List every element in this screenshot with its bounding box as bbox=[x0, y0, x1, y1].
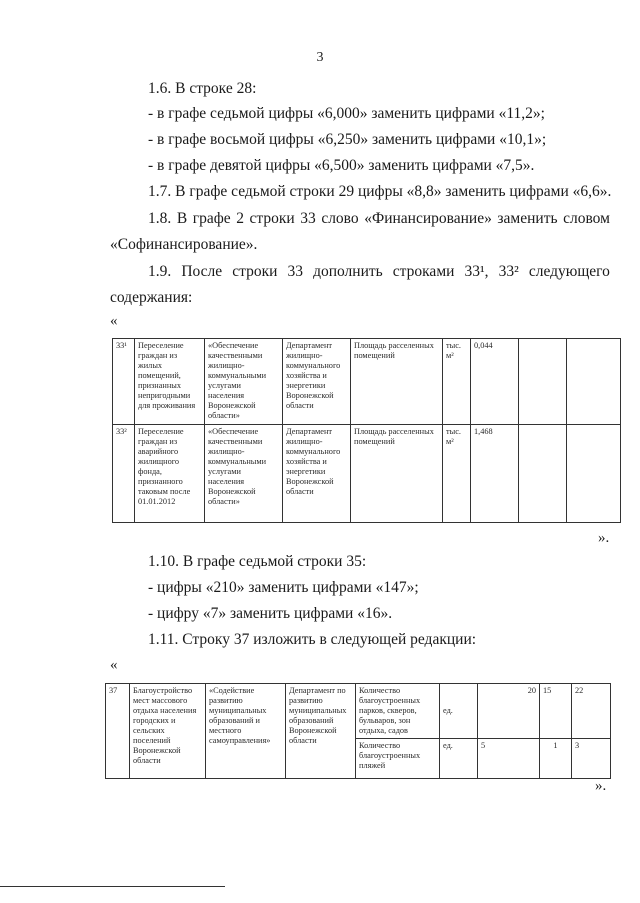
word: 33² bbox=[498, 263, 519, 280]
word: заменить bbox=[497, 210, 558, 227]
event-name: Переселение граждан из жилых помещений, признанных непригодными для проживания bbox=[135, 339, 205, 425]
word: «Финансирование» bbox=[364, 210, 492, 227]
word: 1.8. bbox=[148, 210, 172, 227]
indicator: Площадь расселенных помещений bbox=[351, 339, 443, 425]
item-1-10-b: - цифру «7» заменить цифрами «16». bbox=[148, 605, 393, 622]
word: В bbox=[176, 210, 188, 227]
word: дополнить bbox=[313, 263, 383, 280]
unit: тыс. м² bbox=[443, 339, 471, 425]
program-name: «Обеспечение качественными жилищно-коммунальными услугами населения Воронежской области» bbox=[205, 425, 283, 523]
item-1-6-c: - в графе девятой цифры «6,500» заменить цифрами «7,5». bbox=[148, 157, 535, 174]
row-number: 37 bbox=[106, 684, 130, 779]
executor: Департамент жилищно-коммунального хозяйства и энергетики Воронежской области bbox=[283, 339, 351, 425]
value-2: 1 bbox=[540, 739, 572, 779]
word: строки bbox=[249, 210, 295, 227]
item-1-6-a: - в графе седьмой цифры «6,000» заменить цифрами «11,2»; bbox=[148, 105, 545, 122]
indicator: Количество благоустроенных парков, скверов, бульваров, зон отдыха, садов bbox=[356, 684, 440, 739]
value-1: 20 bbox=[478, 684, 540, 739]
item-1-9 bbox=[148, 263, 610, 281]
word: После bbox=[181, 263, 223, 280]
executor: Департамент жилищно-коммунального хозяйства и энергетики Воронежской области bbox=[283, 425, 351, 523]
value-3: 3 bbox=[572, 739, 611, 779]
item-1-8-end: «Софинансирование». bbox=[110, 236, 258, 253]
item-1-6: 1.6. В строке 28: bbox=[148, 80, 257, 97]
word: строками bbox=[392, 263, 455, 280]
value-2 bbox=[519, 339, 567, 425]
program-name: «Содействие развитию муниципальных образований и местного самоуправления» bbox=[206, 684, 286, 779]
word: словом bbox=[563, 210, 610, 227]
open-quote-1: « bbox=[110, 313, 118, 329]
indicator: Количество благоустроенных пляжей bbox=[356, 739, 440, 779]
word: 2 bbox=[236, 210, 244, 227]
footer-rule bbox=[0, 886, 225, 887]
item-1-6-b: - в графе восьмой цифры «6,250» заменить цифрами «10,1»; bbox=[148, 131, 547, 148]
row-number: 33¹ bbox=[113, 339, 135, 425]
executor: Департамент по развитию муниципальных образований Воронежской области bbox=[286, 684, 356, 779]
word: 1.9. bbox=[148, 263, 172, 280]
open-quote-2: « bbox=[110, 657, 118, 673]
table-row bbox=[106, 684, 611, 739]
value-2: 15 bbox=[540, 684, 572, 739]
row-37-table bbox=[105, 683, 611, 779]
row-number: 33² bbox=[113, 425, 135, 523]
item-1-8 bbox=[148, 210, 610, 228]
table-row bbox=[113, 339, 621, 425]
item-1-10: 1.10. В графе седьмой строки 35: bbox=[148, 553, 367, 570]
unit: ед. bbox=[440, 739, 478, 779]
event-name: Благоустройство мест массового отдыха населения городских и сельских поселений Воронежской области bbox=[130, 684, 206, 779]
program-name: «Обеспечение качественными жилищно-коммунальными услугами населения Воронежской области» bbox=[205, 339, 283, 425]
value-1: 1,468 bbox=[471, 425, 519, 523]
value-2 bbox=[519, 425, 567, 523]
item-1-7: 1.7. В графе седьмой строки 29 цифры «8,8» заменить цифрами «6,6». bbox=[148, 183, 612, 200]
value-3: 22 bbox=[572, 684, 611, 739]
word: 33¹, bbox=[464, 263, 489, 280]
word: слово bbox=[321, 210, 359, 227]
table-row bbox=[113, 425, 621, 523]
value-3 bbox=[567, 339, 621, 425]
close-quote-2: ». bbox=[595, 778, 607, 794]
value-1: 0,044 bbox=[471, 339, 519, 425]
item-1-9-end: содержания: bbox=[110, 289, 193, 306]
close-quote-1: ». bbox=[598, 530, 610, 546]
inserted-rows-table bbox=[112, 338, 621, 523]
word: следующего bbox=[528, 263, 610, 280]
value-1: 5 bbox=[478, 739, 540, 779]
item-1-10-a: - цифры «210» заменить цифрами «147»; bbox=[148, 579, 419, 596]
value-3 bbox=[567, 425, 621, 523]
unit: ед. bbox=[440, 684, 478, 739]
unit: тыс. м² bbox=[443, 425, 471, 523]
word: 33 bbox=[300, 210, 316, 227]
page-number: 3 bbox=[316, 50, 324, 65]
indicator: Площадь расселенных помещений bbox=[351, 425, 443, 523]
word: строки bbox=[232, 263, 278, 280]
event-name: Переселение граждан из аварийного жилищного фонда, признанного таковым после 01.01.2012 bbox=[135, 425, 205, 523]
word: графе bbox=[192, 210, 231, 227]
word: 33 bbox=[287, 263, 303, 280]
item-1-11: 1.11. Строку 37 изложить в следующей редакции: bbox=[148, 631, 477, 648]
